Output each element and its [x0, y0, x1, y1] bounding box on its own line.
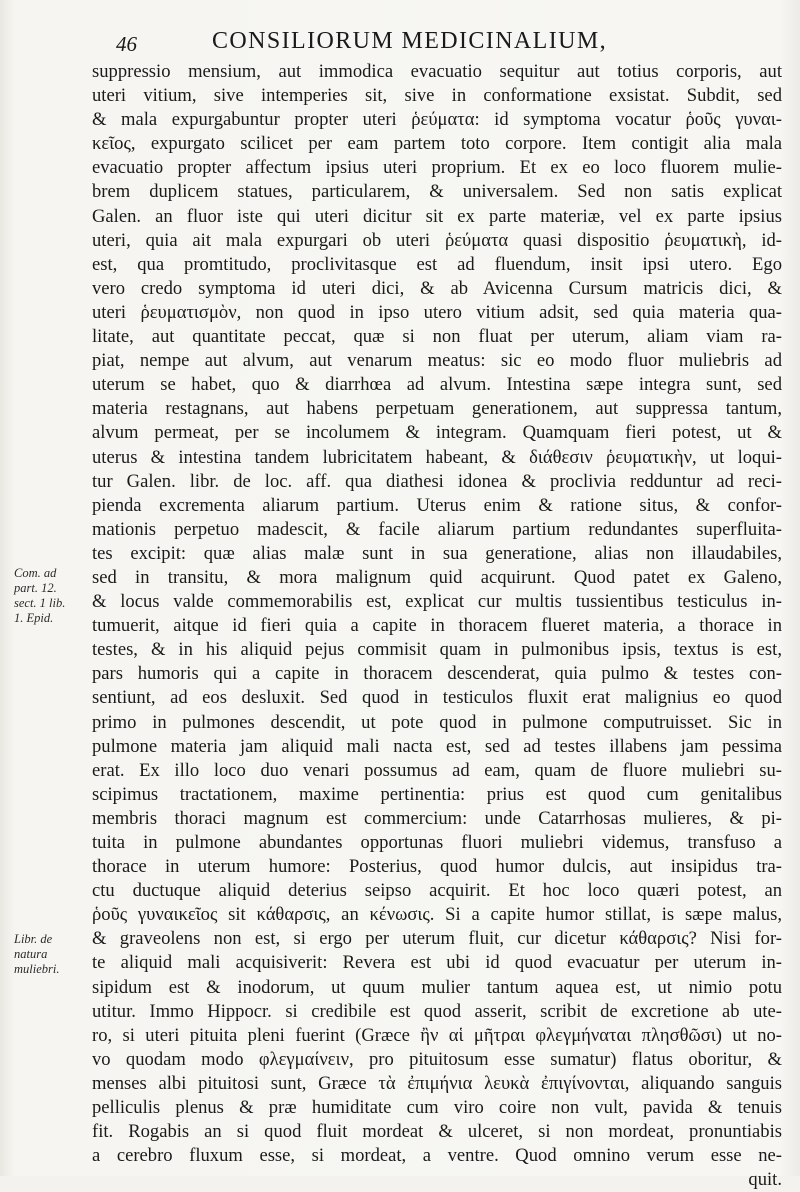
text-line: a cerebro fluxum esse, si mordeat, a ventre. Quod omnino verum esse ne-: [92, 1145, 782, 1167]
margin-note-natura-muliebri: [14, 932, 92, 977]
text-line: tur Galen. libr. de loc. aff. qua diathesi idonea & proclivia redduntur ad reci-: [92, 470, 782, 492]
text-line: tumuerit, aitque id fieri quia a capite in thoracem flueret materia, a thorace in: [92, 615, 782, 637]
text-line: uteri, quia ait mala expurgari ob uteri ῥεύματα quasi dispositio ῥευματικὴ, id-: [92, 229, 782, 251]
margin-note-epidemics: [14, 566, 92, 626]
margin-note-line: part. 12.: [14, 581, 57, 595]
text-line: & graveolens non est, si ergo per uterum fluit, cur dicetur κάθαρσις? Nisi for-: [92, 928, 782, 950]
text-line: alvum permeat, per se incolumem & integram. Quamquam fieri potest, ut &: [92, 422, 782, 444]
running-title: CONSILIORUM MEDICINALIUM,: [212, 28, 607, 54]
text-line: tes excipit: quæ alias malæ sunt in sua generatione, alias non illaudabiles,: [92, 542, 782, 564]
text-line: & locus valde commemorabilis est, explicat cur multis tussientibus testiculus in-: [92, 591, 782, 613]
text-line: fit. Rogabis an si quod fluit mordeat & ulceret, si non mordeat, pronuntiabis: [92, 1121, 782, 1143]
text-line: & mala expurgabuntur propter uteri ῥεύματα: id symptoma vocatur ῥοῦς γυναι-: [92, 109, 782, 131]
margin-note-line: natura: [14, 947, 48, 961]
text-line: uterum se habet, quo & diarrhœa ad alvum. Intestina sæpe integra sunt, sed: [92, 374, 782, 396]
text-line: sipidum est & inodorum, ut quum mulier tantum aquea est, ut nimio potu: [92, 976, 782, 998]
text-line: est, qua promtitudo, proclivitasque est ad fluendum, insit ipsi utero. Ego: [92, 253, 782, 275]
text-line: κεῖος, expurgato scilicet per eam partem toto corpore. Item contigit alia mala: [92, 133, 782, 155]
text-line: sentiunt, ad eos desluxit. Sed quod in testiculos fluxit erat malignius eo quod: [92, 687, 782, 709]
text-line: vero credo symptoma id uteri dici, & ab Avicenna Cursum matricis dici, &: [92, 277, 782, 299]
text-line: tuita in pulmone abundantes opportunas fluori muliebri videmus, transfuso a: [92, 832, 782, 853]
text-line: testes, & in his aliquid pejus commisit quam in pulmonibus ipsis, textus is est,: [92, 639, 782, 661]
margin-note-line: 1. Epid.: [14, 611, 54, 625]
margin-note-line: muliebri.: [14, 962, 60, 976]
text-line: pulmone materia jam aliquid mali nacta est, sed ad testes illabens jam pessima: [92, 735, 782, 757]
page-number: 46: [116, 32, 137, 56]
text-line: ctu ductuque aliquid deterius seipso acquirit. Et hoc loco quæri potest, an: [92, 880, 782, 902]
text-line: ῥοῦς γυναικεῖος sit κάθαρσις, an κένωσις. Si a capite humor stillat, is sæpe malus,: [92, 904, 782, 926]
text-line: primo in pulmones descendit, ut pote quod in pulmone computruisset. Sic in: [92, 711, 782, 733]
text-line: utitur. Immo Hippocr. si credibile est quod asserit, scribit de excretione ab ute-: [92, 1000, 782, 1022]
text-line: uterus & intestina tandem lubricitatem habeant, & διάθεσιν ῥευματικὴν, ut loqui-: [92, 446, 782, 468]
text-line: membris thoraci magnum est commercium: unde Catarrhosas mulieres, & pi-: [92, 807, 782, 829]
text-line: sed in transitu, & mora malignum quid acquirunt. Quod patet ex Galeno,: [92, 566, 782, 588]
text-line: ro, si uteri pituita pleni fuerint (Græce ἢν αἱ μῆτραι φλεγμήναται πλησθῶσι) ut no-: [92, 1024, 782, 1046]
margin-note-line: sect. 1 lib.: [14, 596, 66, 610]
text-line: uteri vitium, sive intemperies sit, sive in conformatione exsistat. Subdit, sed: [92, 85, 782, 107]
margin-note-line: Libr. de: [14, 932, 53, 946]
text-line: evacuatio propter affectum ipsius uteri proprium. Et ex eo loco fluorem mulie-: [92, 157, 782, 179]
text-line: uteri ῥευματισμὸν, non quod in ipso utero vitium adsit, sed quia materia qua-: [92, 301, 782, 323]
text-line: thorace in uterum humore: Posterius, quod humor dulcis, aut insipidus tra-: [92, 856, 782, 878]
text-line: piat, nempe aut alvum, aut venarum meatus: sic eo modo fluor muliebris ad: [92, 350, 782, 372]
text-line: quit.: [748, 1169, 782, 1191]
text-line: pelliculis plenus & præ humiditate cum viro coire non vult, pavida & tenuis: [92, 1097, 782, 1119]
page-header: [92, 26, 782, 58]
text-line: erat. Ex illo loco duo venari possumus ad eam, quam de fluore muliebri su-: [92, 759, 782, 781]
text-line: brem duplicem statues, particularem, & universalem. Sed non satis explicat: [92, 181, 782, 203]
body-text: [92, 60, 782, 1192]
text-line: pars humoris qui a capite in thoracem descenderat, quia pulmo & testes con-: [92, 663, 782, 685]
text-line: menses albi pituitosi sunt, Græce τὰ ἐπιμήνια λευκὰ ἐπιγίνονται, aliquando sanguis: [92, 1072, 782, 1094]
text-line: suppressio mensium, aut immodica evacuatio sequitur aut totius corporis, aut: [92, 61, 782, 82]
text-line: mationis perpetuo madescit, & facile aliarum partium redundantes superfluita-: [92, 518, 782, 540]
text-line: materia restagnans, aut habens perpetuam generationem, aut suppressa tantum,: [92, 398, 782, 420]
text-line: scipimus tractationem, maxime pertinentia: prius est quod cum genitalibus: [92, 783, 782, 805]
text-line: te aliquid mali acquisiverit: Revera est ubi id quod evacuatur per uterum in-: [92, 952, 782, 974]
text-line: vo quodam modo φλεγμαίνειν, pro pituitosum esse sumatur) flatus oboritur, &: [92, 1048, 782, 1070]
margin-note-line: Com. ad: [14, 566, 57, 580]
text-line: litate, aut quantitate peccat, quæ si non fluat per uterum, aliam viam ra-: [92, 326, 782, 348]
text-line: pienda excrementa aliarum partium. Uterus enim & ratione situs, & confor-: [92, 494, 782, 516]
text-line: Galen. an fluor iste qui uteri dicitur sit ex parte materiæ, vel ex parte ipsius: [92, 205, 782, 227]
